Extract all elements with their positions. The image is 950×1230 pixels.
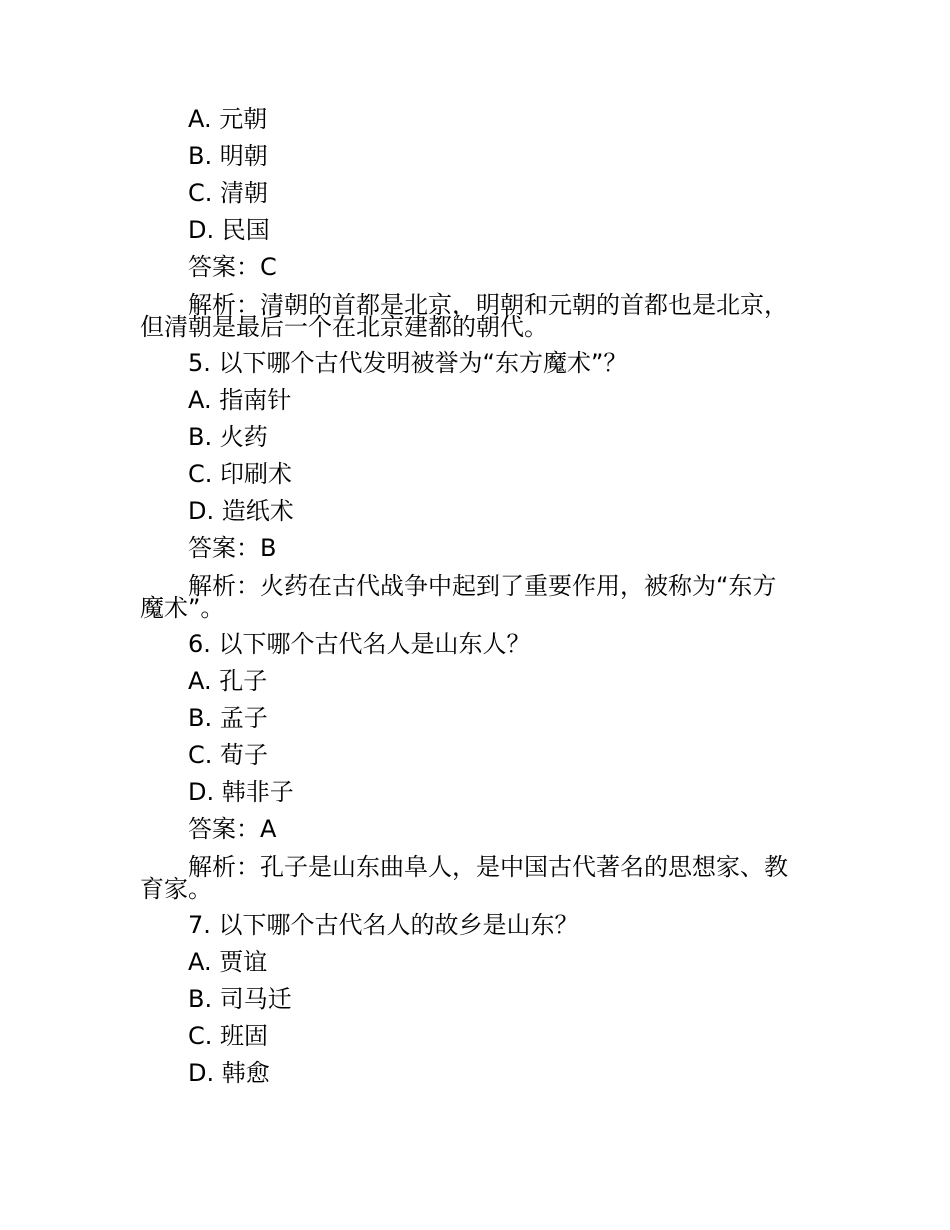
option-b: B. 司马迁: [188, 985, 292, 1013]
explanation-line-2: 魔术”。: [140, 594, 225, 622]
option-a: A. 指南针: [188, 386, 292, 414]
explanation-line-2: 但清朝是最后一个在北京建都的朝代。: [140, 313, 548, 341]
option-b: B. 火药: [188, 423, 268, 451]
option-b: B. 孟子: [188, 704, 268, 732]
option-c: C. 班固: [188, 1022, 269, 1050]
explanation: [140, 848, 810, 907]
option-d: D. 造纸术: [188, 497, 294, 525]
explanation: [140, 567, 810, 626]
option-c: C. 清朝: [188, 179, 269, 207]
option-c: C. 印刷术: [188, 460, 293, 488]
explanation-line-1: 解析：孔子是山东曲阜人，是中国古代著名的思想家、教: [188, 853, 788, 881]
explanation: [140, 286, 810, 345]
option-d: D. 韩愈: [188, 1059, 270, 1087]
option-d: D. 民国: [188, 216, 270, 244]
explanation-line-1: 解析：火药在古代战争中起到了重要作用，被称为“东方: [188, 572, 777, 600]
option-c: C. 荀子: [188, 741, 269, 769]
option-a: A. 孔子: [188, 667, 268, 695]
question-5: 5. 以下哪个古代发明被誉为“东方魔术”？: [188, 349, 628, 377]
answer: 答案：B: [188, 534, 277, 562]
explanation-line-2: 育家。: [140, 875, 212, 903]
option-a: A. 贾谊: [188, 948, 268, 976]
question-6: 6. 以下哪个古代名人是山东人？: [188, 630, 531, 658]
option-d: D. 韩非子: [188, 778, 294, 806]
answer: 答案：C: [188, 253, 277, 281]
question-7: 7. 以下哪个古代名人的故乡是山东？: [188, 911, 579, 939]
answer: 答案：A: [188, 815, 277, 843]
option-a: A. 元朝: [188, 105, 268, 133]
quiz-content: [140, 101, 810, 1092]
explanation-line-1: 解析：清朝的首都是北京，明朝和元朝的首都也是北京，: [188, 291, 788, 319]
option-b: B. 明朝: [188, 142, 268, 170]
